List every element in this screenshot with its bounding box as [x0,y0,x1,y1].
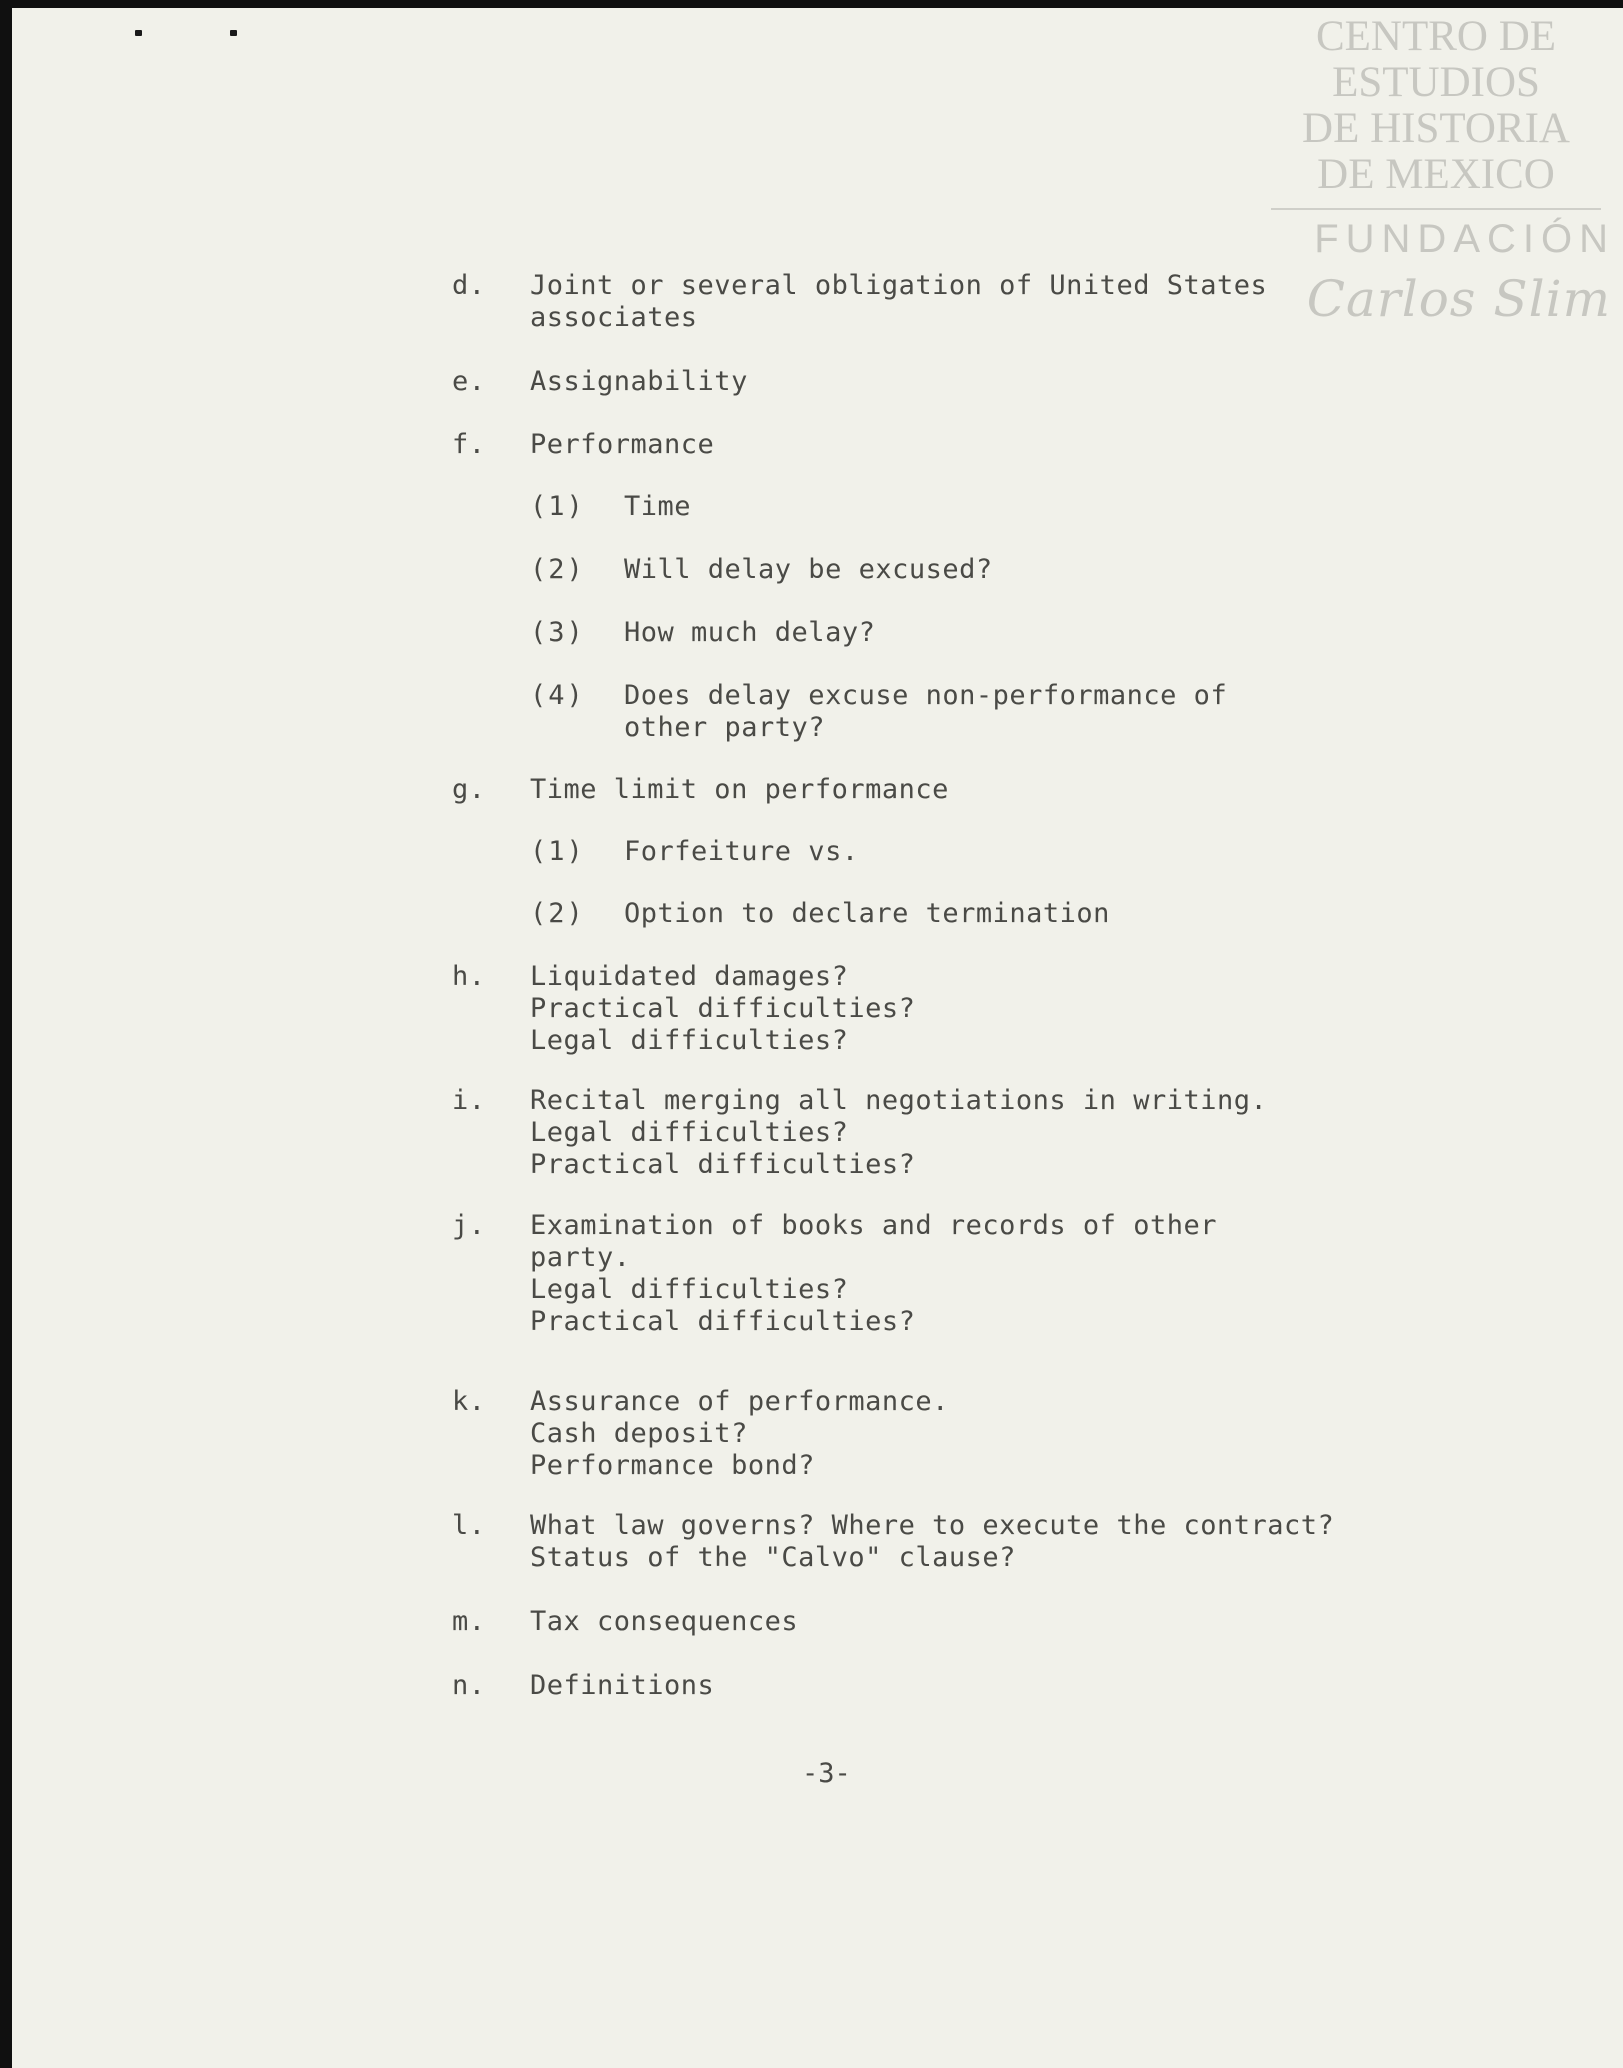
item-line: Legal difficulties? [530,1025,849,1056]
item-line: Definitions [530,1670,715,1701]
subitem-text [624,554,1604,586]
item-line: Legal difficulties? [530,1274,849,1305]
watermark-signature: Carlos Slim [1306,270,1611,328]
item-text [530,1210,1510,1338]
item-text [530,270,1510,334]
item-line: Examination of books and records of other [530,1210,1217,1241]
item-line: Cash deposit? [530,1418,748,1449]
item-text [530,366,1510,398]
watermark-fundacion: FUNDACIÓN [1314,217,1615,261]
watermark-line: CENTRO DE [1315,13,1557,60]
item-line: party. [530,1242,631,1273]
item-marker: n. [452,1670,486,1701]
document-page [12,8,1623,2068]
item-line: Time limit on performance [530,774,949,805]
item-marker: j. [452,1210,486,1241]
watermark-line: DE MEXICO [1317,151,1555,198]
subitem-text [624,491,1604,523]
item-line: Liquidated damages? [530,961,849,992]
item-text [530,1085,1510,1181]
page-number: -3- [802,1758,851,1789]
subitem-line: Does delay excuse non-performance of [624,680,1228,711]
item-line: associates [530,302,698,333]
watermark-line: DE HISTORIA [1302,105,1570,152]
item-line: Tax consequences [530,1606,799,1637]
subitem-marker: (2) [530,898,585,929]
item-line: Legal difficulties? [530,1117,849,1148]
item-text [530,1386,1510,1482]
subitem-text [624,617,1604,649]
item-text [530,774,1510,806]
subitem-marker: (2) [530,554,585,585]
item-line: Practical difficulties? [530,993,916,1024]
item-line: Assignability [530,366,748,397]
item-line: Recital merging all negotiations in writing. [530,1085,1268,1116]
item-marker: i. [452,1085,486,1116]
item-text [530,961,1510,1057]
subitem-text [624,680,1604,744]
item-line: Joint or several obligation of United States [530,270,1268,301]
item-marker: g. [452,774,486,805]
subitem-line: other party? [624,712,826,743]
item-line: What law governs? Where to execute the contract? [530,1510,1335,1541]
item-line: Status of the "Calvo" clause? [530,1542,1016,1573]
item-line: Practical difficulties? [530,1149,916,1180]
subitem-line: Option to declare termination [624,898,1110,929]
item-text [530,1670,1510,1702]
item-line: Performance bond? [530,1450,815,1481]
subitem-marker: (1) [530,836,585,867]
subitem-marker: (1) [530,491,585,522]
item-text [530,429,1510,461]
item-line: Performance [530,429,715,460]
subitem-line: How much delay? [624,617,876,648]
subitem-text [624,836,1604,868]
item-text [530,1510,1510,1574]
item-marker: l. [452,1510,486,1541]
item-marker: e. [452,366,486,397]
item-marker: k. [452,1386,486,1417]
item-marker: f. [452,429,486,460]
subitem-text [624,898,1604,930]
watermark-line: ESTUDIOS [1332,59,1540,106]
item-marker: d. [452,270,486,301]
item-line: Assurance of performance. [530,1386,949,1417]
item-text [530,1606,1510,1638]
subitem-line: Time [624,491,692,522]
item-marker: h. [452,961,486,992]
subitem-line: Will delay be excused? [624,554,993,585]
item-line: Practical difficulties? [530,1306,916,1337]
subitem-marker: (4) [530,680,585,711]
subitem-line: Forfeiture vs. [624,836,859,867]
subitem-marker: (3) [530,617,585,648]
item-marker: m. [452,1606,486,1637]
